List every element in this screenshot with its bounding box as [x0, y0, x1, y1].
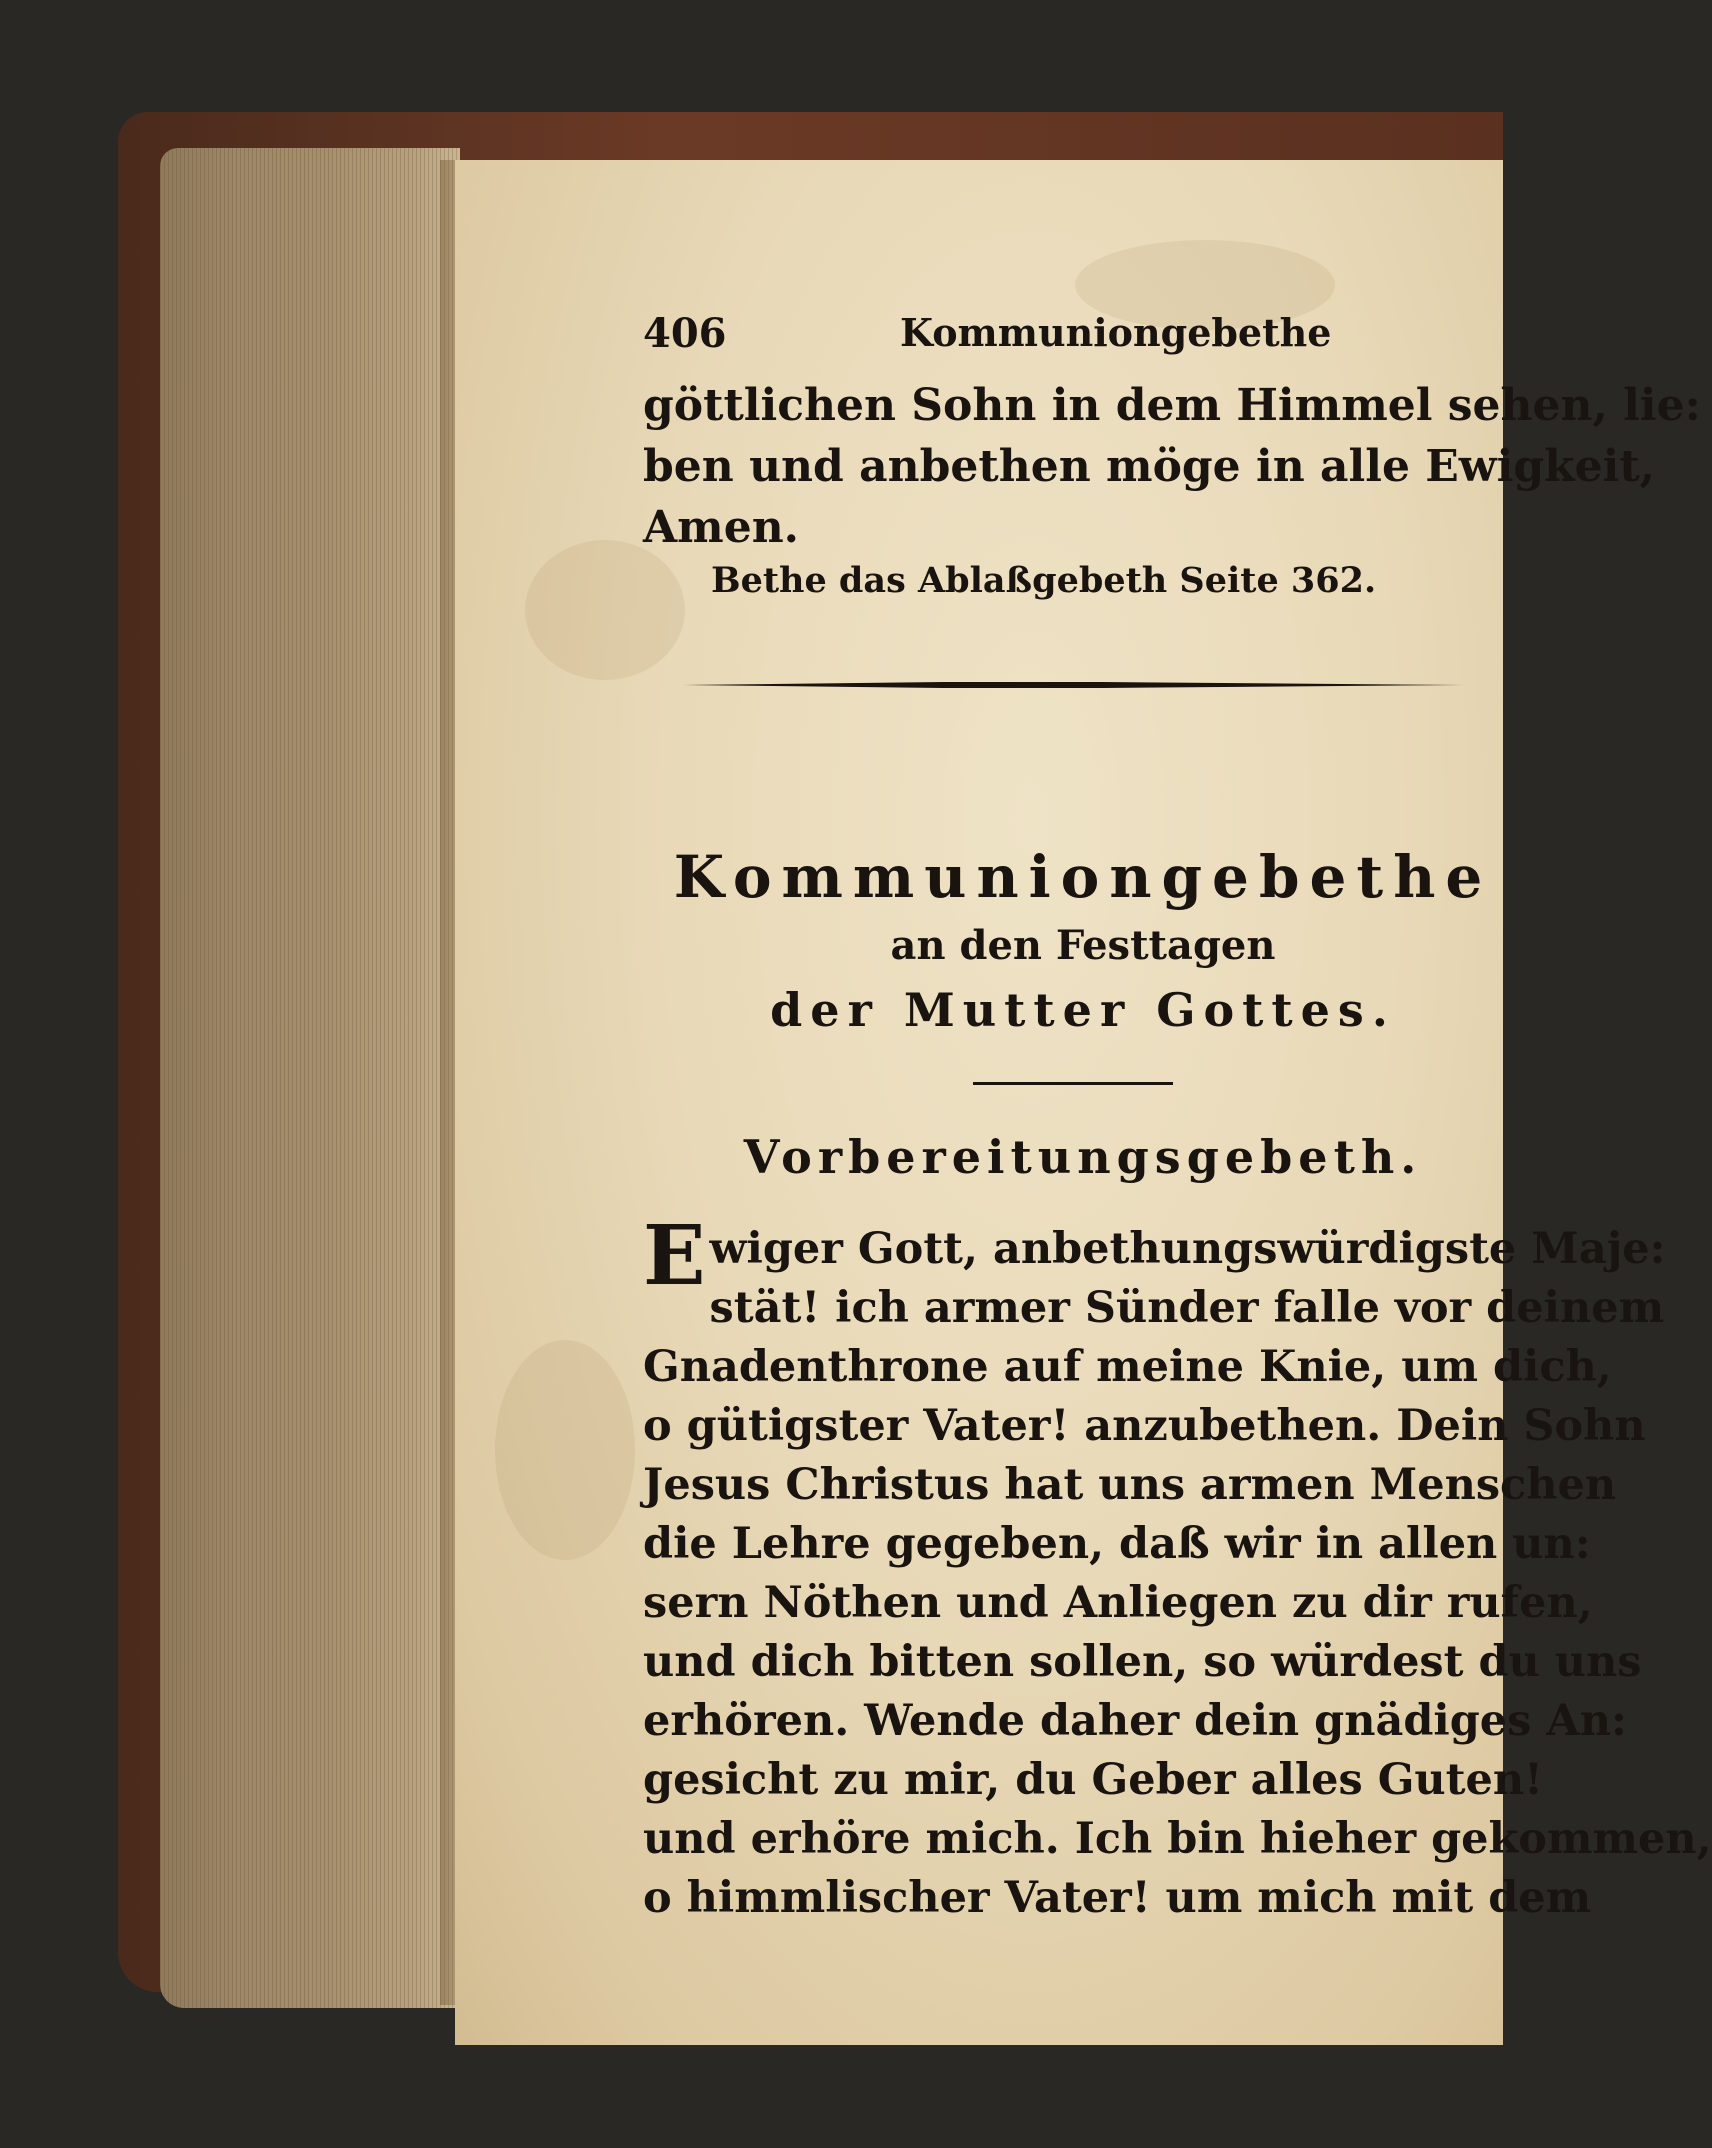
prayer-note: Bethe das Ablaßgebeth Seite 362. — [711, 560, 1377, 601]
text-line: die Lehre gegeben, daß wir in allen un: — [643, 1519, 1591, 1569]
section-divider — [683, 680, 1463, 690]
page-number: 406 — [643, 310, 727, 357]
chapter-subtitle: an den Festtagen — [890, 922, 1276, 969]
text-line: o gütigster Vater! anzubethen. Dein Sohn — [643, 1401, 1646, 1451]
text-line: stät! ich armer Sünder falle vor deinem — [709, 1283, 1665, 1333]
text-line: und dich bitten sollen, so würdest du uns — [643, 1637, 1642, 1687]
continuation-paragraph — [643, 375, 1701, 558]
text-line: Gnadenthrone auf meine Knie, um dich, — [643, 1342, 1612, 1392]
text-line: wiger Gott, anbethungswürdigste Maje: — [709, 1224, 1666, 1274]
chapter-title: Kommuniongebethe — [673, 843, 1493, 911]
section-heading: Vorbereitungsgebeth. — [743, 1130, 1423, 1184]
text-line: sern Nöthen und Anliegen zu dir rufen, — [643, 1578, 1593, 1628]
text-line: erhören. Wende daher dein gnädiges An: — [643, 1696, 1627, 1746]
chapter-subtitle-2: der Mutter Gottes. — [770, 983, 1396, 1037]
paper-stain — [525, 540, 685, 680]
paper-stain — [495, 1340, 635, 1560]
book-page — [455, 160, 1712, 2045]
text-line: gesicht zu mir, du Geber alles Guten! — [643, 1755, 1544, 1805]
text-line: und erhöre mich. Ich bin hieher gekommen, — [643, 1814, 1712, 1864]
short-divider — [973, 1082, 1173, 1085]
page-edges — [160, 148, 460, 2008]
text-line: ben und anbethen möge in alle Ewigkeit, — [643, 441, 1655, 492]
text-line: Amen. — [643, 502, 799, 553]
prayer-text — [643, 1208, 1712, 1928]
running-head — [643, 310, 1503, 370]
drop-cap: E — [643, 1208, 706, 1304]
text-line: o himmlischer Vater! um mich mit dem — [643, 1873, 1592, 1923]
running-head-title: Kommuniongebethe — [900, 310, 1332, 355]
text-line: Jesus Christus hat uns armen Menschen — [643, 1460, 1617, 1510]
chapter-title-block — [643, 840, 1523, 1042]
text-line: göttlichen Sohn in dem Himmel sehen, lie: — [643, 380, 1701, 431]
